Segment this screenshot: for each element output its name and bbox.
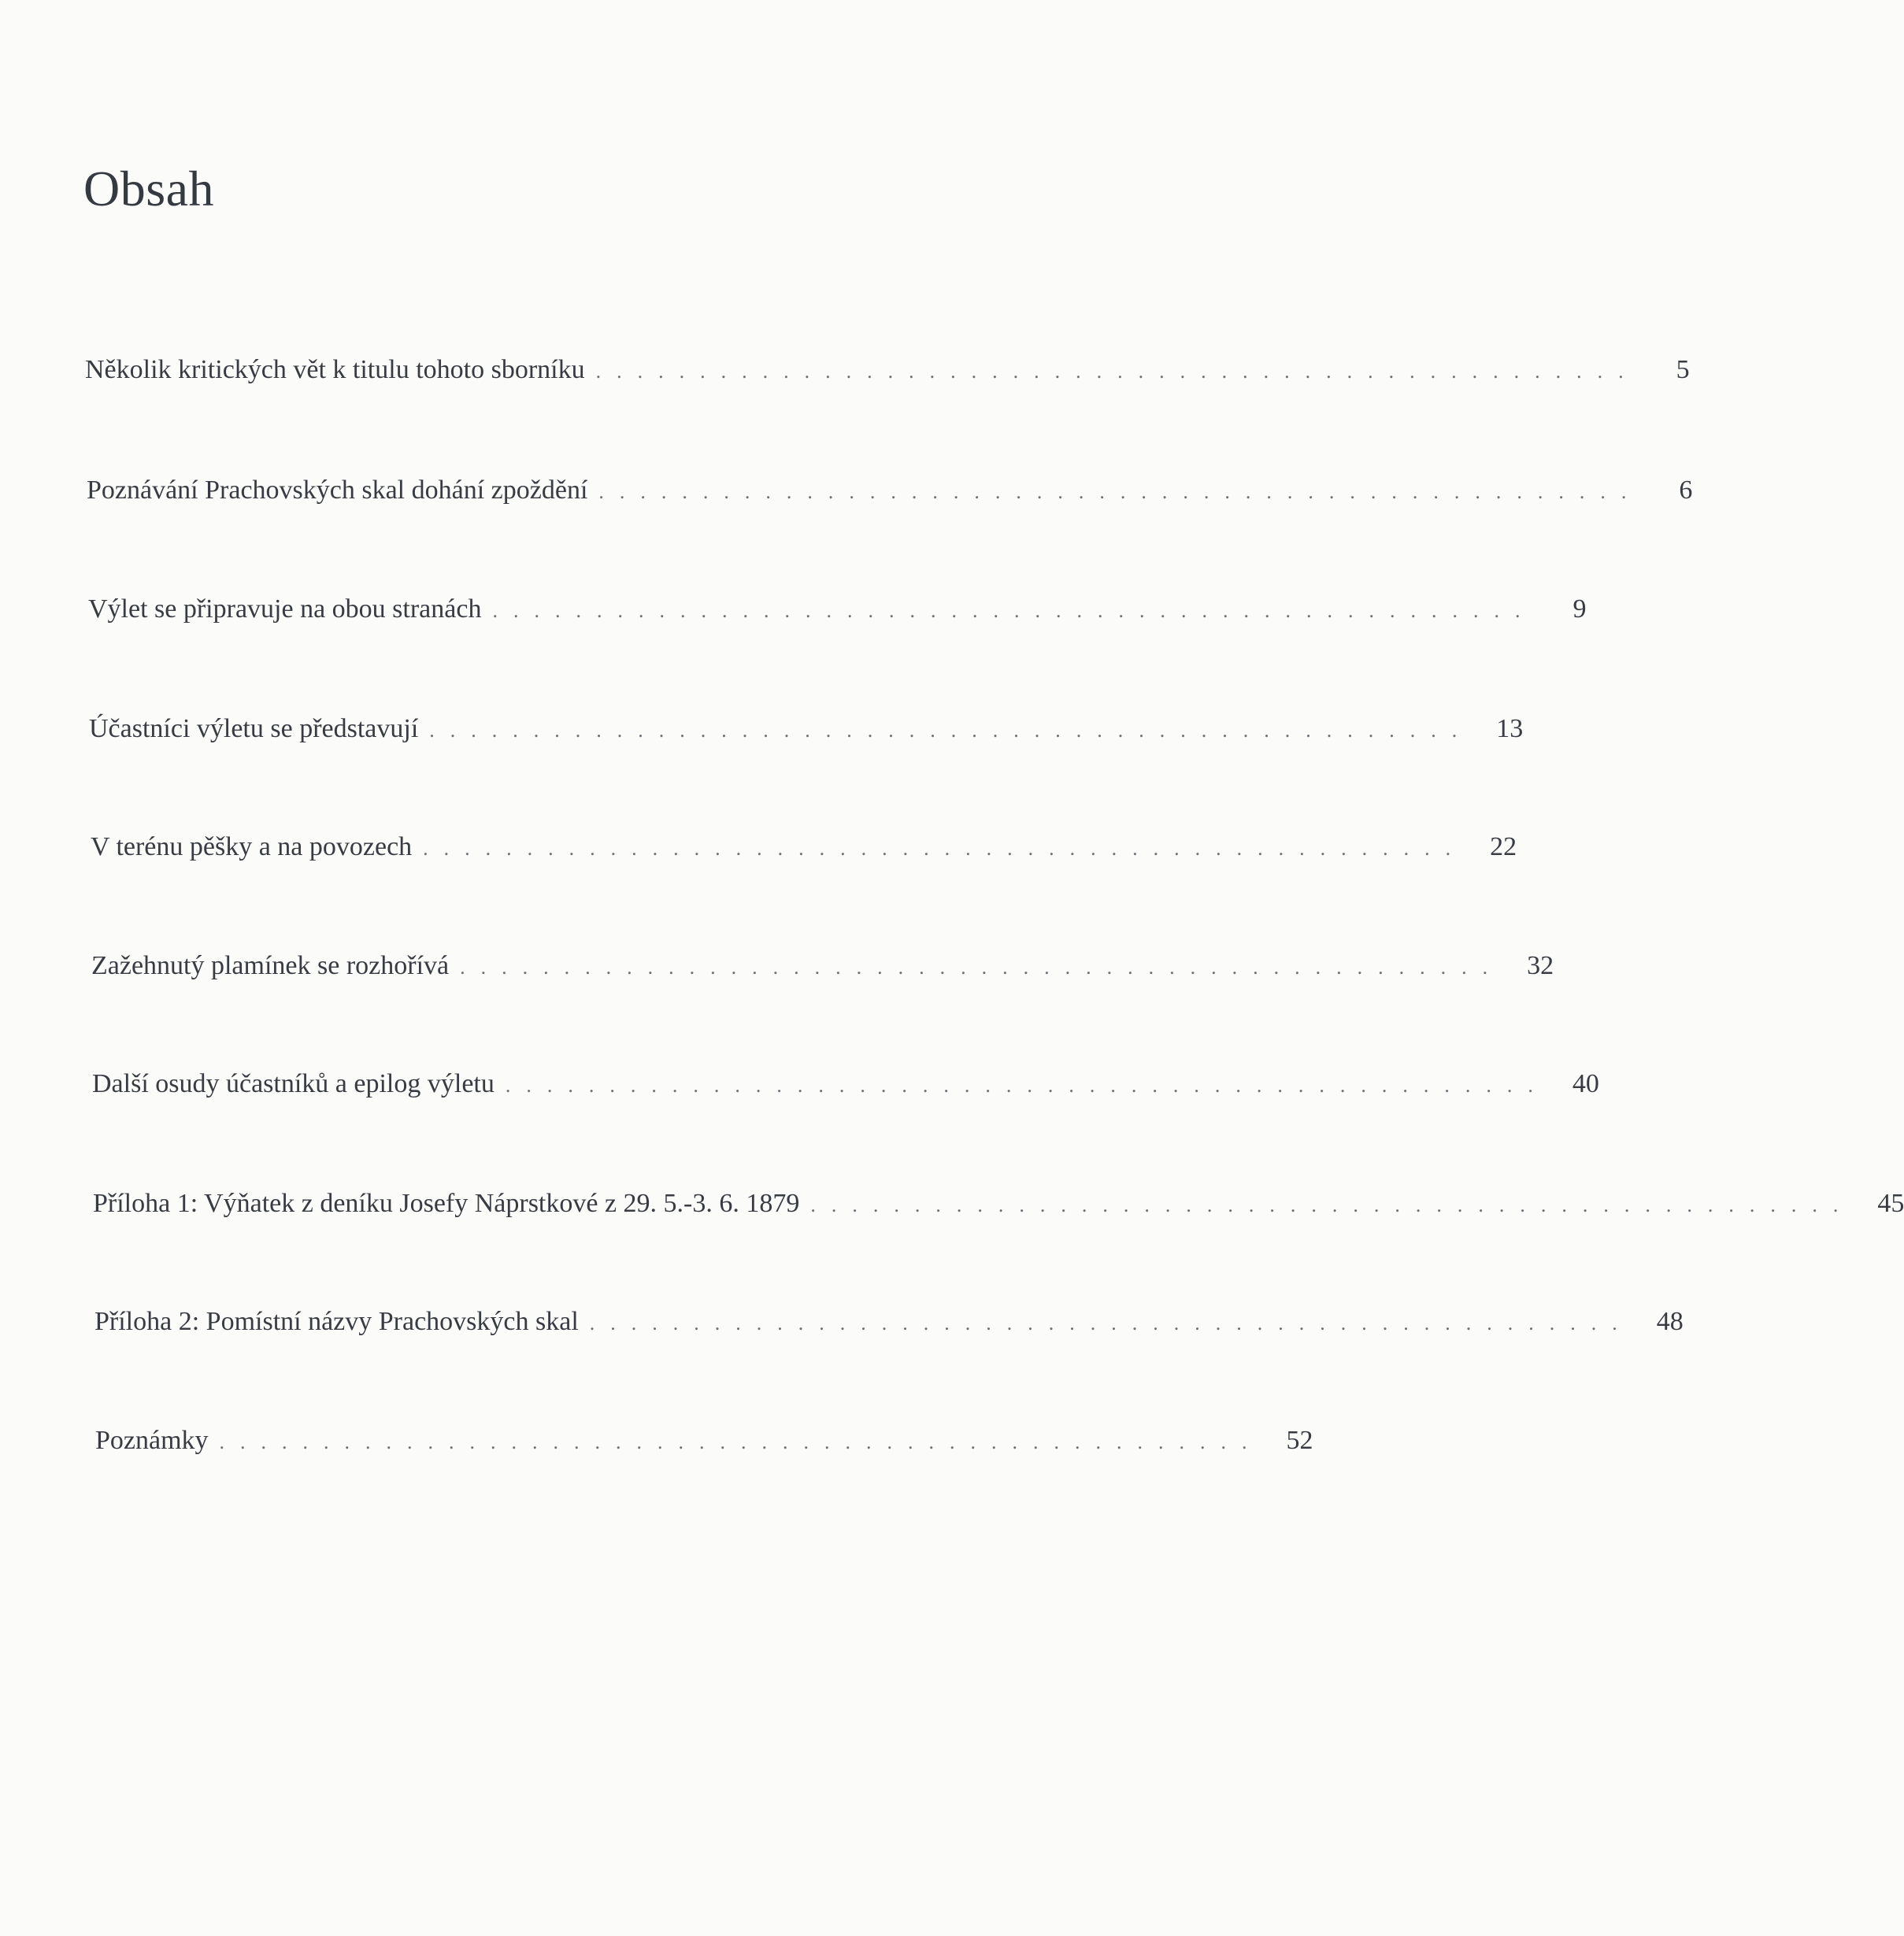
toc-entry-page: 32 — [1527, 951, 1554, 980]
toc-entry[interactable] — [91, 950, 1554, 985]
toc-entry-title: Účastníci výletu se představují — [89, 714, 419, 743]
dot-leader: .................................................. — [595, 360, 1639, 383]
toc-entry[interactable] — [87, 475, 1693, 509]
dot-leader: .................................................. — [598, 480, 1643, 503]
toc-entry-title: Několik kritických vět k titulu tohoto sborníku — [85, 355, 585, 384]
toc-entry-title: Příloha 2: Pomístní názvy Prachovských skal — [94, 1307, 579, 1336]
toc-entry-page: 6 — [1679, 476, 1693, 505]
toc-entry[interactable] — [94, 1306, 1684, 1341]
toc-entry-page: 13 — [1496, 714, 1524, 743]
toc-entry[interactable] — [85, 354, 1690, 389]
dot-leader: .................................................. — [492, 599, 1536, 622]
page-title: Obsah — [83, 161, 215, 217]
toc-entry-page: 5 — [1676, 355, 1690, 384]
toc-entry-page: 45 — [1877, 1189, 1904, 1218]
dot-leader: .................................................. — [505, 1074, 1549, 1097]
toc-entry-page: 22 — [1490, 832, 1517, 861]
dot-leader: .................................................. — [589, 1312, 1633, 1334]
toc-entry[interactable] — [95, 1425, 1313, 1460]
dot-leader: .................................................. — [423, 837, 1467, 860]
toc-entry[interactable] — [91, 831, 1517, 866]
toc-entry-title: Další osudy účastníků a epilog výletu — [92, 1069, 495, 1098]
toc-entry-title: Příloha 1: Výňatek z deníku Josefy Náprstkové z 29. 5.-3. 6. 1879 — [93, 1189, 800, 1218]
toc-entry[interactable] — [93, 1188, 1904, 1223]
toc-entry-title: Poznávání Prachovských skal dohání zpoždění — [87, 476, 588, 505]
toc-entry[interactable] — [88, 594, 1587, 628]
toc-entry-page: 40 — [1572, 1069, 1599, 1098]
toc-entry-title: Zažehnutý plamínek se rozhořívá — [91, 951, 450, 980]
toc-entry-title: Výlet se připravuje na obou stranách — [88, 594, 482, 624]
toc-entry[interactable] — [92, 1068, 1599, 1103]
toc-entry-title: V terénu pěšky a na povozech — [91, 832, 413, 861]
dot-leader: .................................................. — [460, 956, 1504, 979]
toc-entry-page: 52 — [1286, 1426, 1313, 1455]
dot-leader: .................................................. — [219, 1431, 1263, 1453]
toc-entry-page: 48 — [1656, 1307, 1684, 1336]
toc-entry[interactable] — [89, 713, 1524, 748]
toc-entry-page: 9 — [1572, 594, 1587, 624]
dot-leader: .................................................. — [810, 1194, 1854, 1216]
dot-leader: .................................................. — [429, 719, 1473, 742]
toc-entry-title: Poznámky — [95, 1426, 209, 1455]
